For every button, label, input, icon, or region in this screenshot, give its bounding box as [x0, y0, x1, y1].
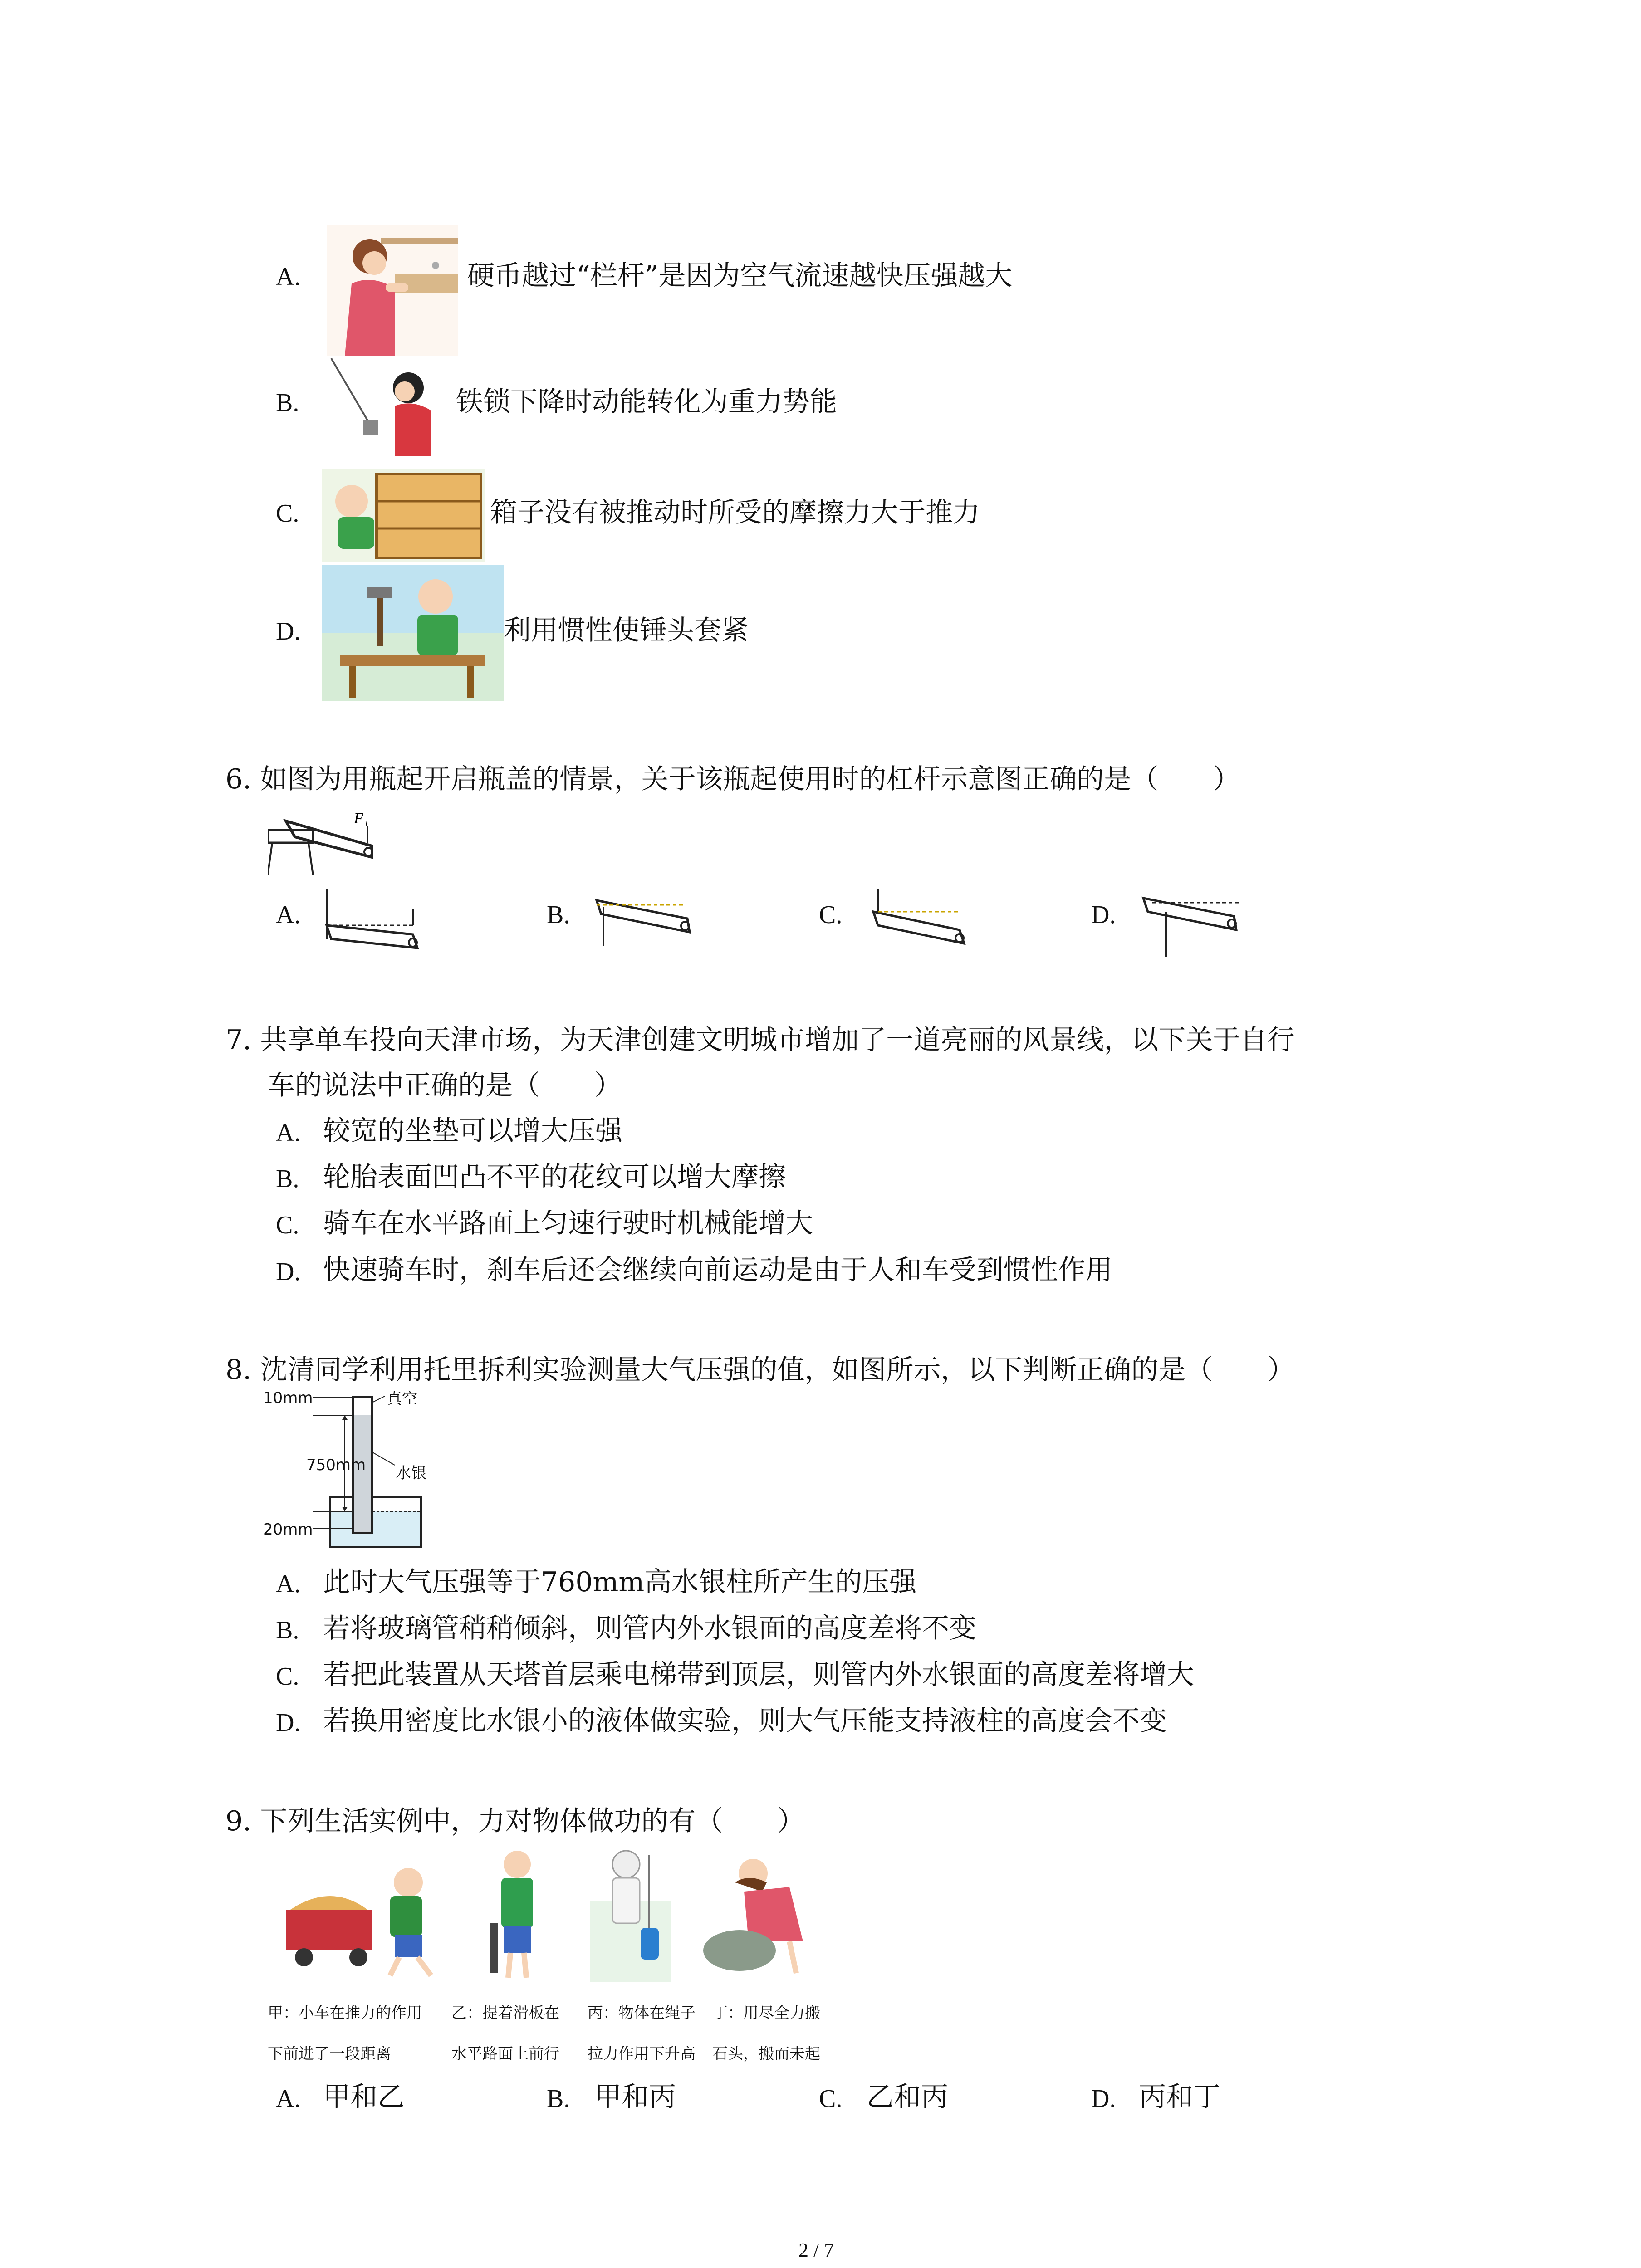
torricelli-label-mercury: 水银	[396, 1464, 426, 1482]
q9-option-a-text: 甲和乙	[323, 2081, 405, 2113]
q7-option-a-text: 较宽的坐垫可以增大压强	[323, 1115, 622, 1147]
hammer-inertia-figure	[322, 565, 504, 701]
rope-lift-figure	[590, 1846, 671, 1982]
page-number: 2 / 7	[798, 2239, 834, 2261]
q5-option-b-label: B.	[276, 389, 299, 417]
q8-option-c-text: 若把此装置从天塔首层乘电梯带到顶层，则管内外水银面的高度差将增大	[323, 1659, 1194, 1691]
q6-option-c-diagram	[869, 885, 978, 957]
cart-push-figure	[281, 1851, 463, 1978]
q5-option-a-label: A.	[276, 263, 301, 291]
box-push-figure	[322, 469, 485, 562]
q7-stem-line2: 车的说法中正确的是（ ）	[268, 1070, 622, 1101]
q9-option-a-label: A.	[276, 2085, 301, 2113]
q7-option-b-label: B.	[276, 1165, 299, 1193]
q6-stem: 6. 如图为用瓶起开启瓶盖的情景，关于该瓶起使用时的杠杆示意图正确的是（ ）	[225, 763, 1240, 795]
q8-option-b-label: B.	[276, 1616, 299, 1644]
q7-option-d-text: 快速骑车时，刹车后还会继续向前运动是由于人和车受到惯性作用	[323, 1254, 1112, 1286]
q7-stem-line1: 7. 共享单车投向天津市场，为天津创建文明城市增加了一道亮丽的风景线，以下关于自行	[225, 1024, 1295, 1056]
coin-over-railing-figure	[327, 225, 458, 356]
q7-option-d-label: D.	[276, 1258, 301, 1286]
q6-figure-f1: F₁	[354, 810, 369, 827]
q7-option-c-text: 骑车在水平路面上匀速行驶时机械能增大	[323, 1207, 813, 1239]
skateboard-carry-figure	[485, 1846, 549, 1982]
bottle-opener-figure	[268, 803, 386, 875]
q9-caption-jia-line1: 甲：小车在推力的作用	[268, 2004, 422, 2022]
q9-caption-yi-line2: 水平路面上前行	[451, 2045, 559, 2063]
torricelli-label-vacuum: 真空	[387, 1390, 417, 1408]
q5-option-a-text: 硬币越过“栏杆”是因为空气流速越快压强越大	[467, 260, 1013, 292]
q9-caption-ding-line2: 石头，搬而未起	[712, 2045, 820, 2063]
q5-option-d-text: 利用惯性使锤头套紧	[504, 615, 749, 646]
q7-option-b-text: 轮胎表面凹凸不平的花纹可以增大摩擦	[323, 1161, 786, 1193]
q6-option-d-diagram	[1139, 885, 1248, 962]
q9-option-b-label: B.	[547, 2085, 570, 2113]
q9-caption-bing-line2: 拉力作用下升高	[588, 2045, 696, 2063]
q8-option-a-label: A.	[276, 1570, 301, 1598]
torricelli-label-20mm: 20mm	[263, 1520, 313, 1539]
q9-caption-yi-line1: 乙：提着滑板在	[451, 2004, 559, 2022]
q5-option-d-label: D.	[276, 617, 301, 645]
q5-option-c-text: 箱子没有被推动时所受的摩擦力大于推力	[490, 497, 980, 528]
q5-option-c-label: C.	[276, 499, 299, 528]
iron-lock-pendulum-figure	[327, 356, 449, 460]
torricelli-label-10mm: 10mm	[263, 1389, 313, 1407]
q9-option-b-text: 甲和丙	[594, 2081, 676, 2113]
q8-option-d-label: D.	[276, 1709, 301, 1737]
q9-option-d-text: 丙和丁	[1139, 2081, 1220, 2113]
q8-option-b-text: 若将玻璃管稍稍倾斜，则管内外水银面的高度差将不变	[323, 1613, 976, 1644]
q6-option-a-label: A.	[276, 901, 301, 929]
q9-caption-bing-line1: 丙：物体在绳子	[588, 2004, 696, 2022]
q9-stem: 9. 下列生活实例中，力对物体做功的有（ ）	[225, 1805, 805, 1837]
q8-option-a-text: 此时大气压强等于760mm高水银柱所产生的压强	[323, 1566, 917, 1598]
q8-option-c-label: C.	[276, 1662, 299, 1691]
lift-stone-figure	[699, 1855, 817, 1978]
torricelli-label-750mm: 750mm	[306, 1456, 366, 1474]
q9-caption-jia-line2: 下前进了一段距离	[268, 2045, 391, 2063]
q9-option-c-text: 乙和丙	[867, 2081, 948, 2113]
torricelli-figure	[263, 1389, 463, 1556]
q9-caption-ding-line1: 丁：用尽全力搬	[712, 2004, 820, 2022]
q6-option-d-label: D.	[1091, 901, 1116, 929]
q7-option-a-label: A.	[276, 1119, 301, 1147]
q5-option-b-text: 铁锁下降时动能转化为重力势能	[456, 386, 837, 418]
q6-option-b-label: B.	[547, 901, 570, 929]
q6-option-b-diagram	[592, 887, 701, 950]
q9-option-d-label: D.	[1091, 2085, 1116, 2113]
q7-option-c-label: C.	[276, 1211, 299, 1239]
q9-option-c-label: C.	[819, 2085, 843, 2113]
q8-option-d-text: 若换用密度比水银小的液体做实验，则大气压能支持液柱的高度会不变	[323, 1705, 1167, 1737]
q6-option-c-label: C.	[819, 901, 843, 929]
q6-option-a-diagram	[322, 885, 426, 962]
q8-stem: 8. 沈清同学利用托里拆利实验测量大气压强的值，如图所示，以下判断正确的是（ ）	[225, 1354, 1295, 1386]
